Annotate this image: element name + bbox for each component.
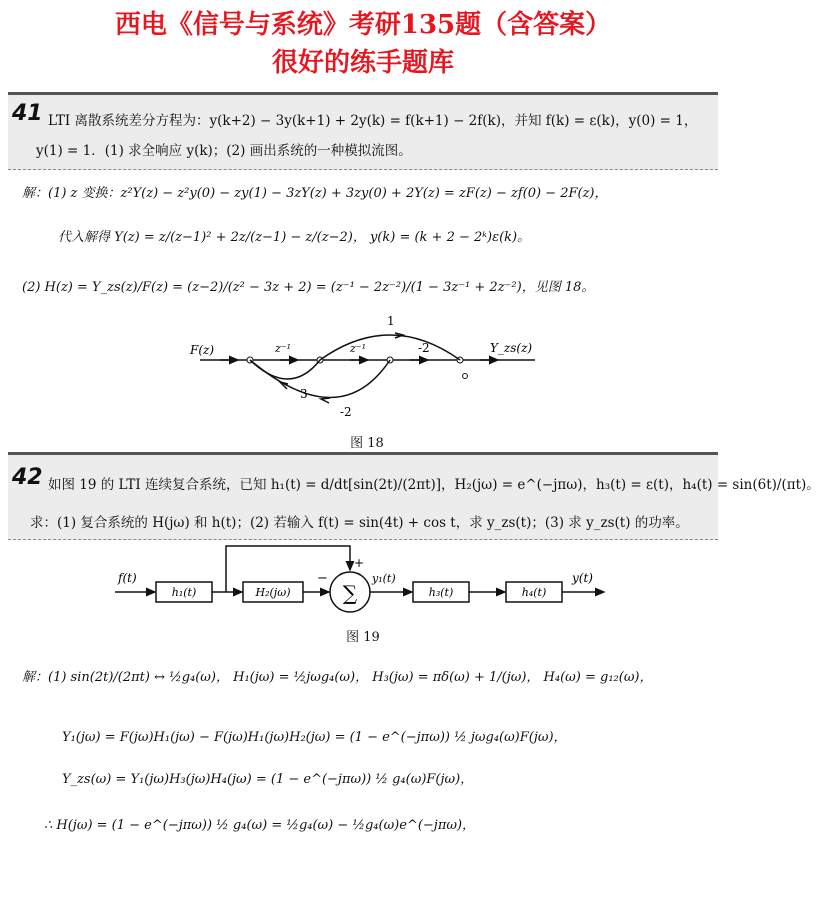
figure-caption: 图 18	[350, 436, 384, 451]
block-label: h₃(t)	[428, 586, 454, 599]
solution-line: 解：(1) sin(2t)/(2πt) ↔ ½g₄(ω)， H₁(jω) = ½jωg₄(ω)， H₃(jω) = πδ(ω) + 1/(jω)， H₄(ω) = g₁₂(ω)，	[22, 670, 653, 685]
block-label: H₂(jω)	[255, 586, 291, 599]
figure-caption: 图 19	[346, 630, 380, 645]
branch-label: z⁻¹	[275, 342, 292, 355]
page-subtitle: 很好的练手题库	[271, 48, 454, 78]
feedforward-arc	[320, 335, 460, 360]
sign-minus: −	[317, 571, 328, 586]
feedback-arc-3	[250, 360, 320, 379]
solution-line: ∴ H(jω) = (1 − e^(−jπω)) ½ g₄(ω) = ½g₄(ω) − ½g₄(ω)e^(−jπω)，	[44, 818, 476, 833]
problem-statement: LTI 离散系统差分方程为：y(k+2) − 3y(k+1) + 2y(k) = f(k+1) − 2f(k)，并知 f(k) = ε(k)，y(0) = 1，	[48, 113, 698, 129]
sum-symbol: ∑	[342, 581, 358, 605]
gain-label: 3	[300, 387, 308, 401]
problem-number: 41	[12, 101, 43, 126]
sign-plus: +	[354, 556, 365, 570]
input-label: F(z)	[190, 343, 215, 357]
problem-statement: 如图 19 的 LTI 连续复合系统，已知 h₁(t) = d/dt[sin(2t)/(2πt)]，H₂(jω) = e^(−jπω)，h₃(t) = ε(t)，h₄(t) = sin(6t)/(πt)。	[48, 477, 820, 493]
output-label: y(t)	[572, 571, 593, 585]
gain-label: 1	[387, 314, 395, 328]
gain-label: -2	[418, 341, 430, 355]
block-label: h₁(t)	[171, 586, 197, 599]
problem-number: 42	[12, 465, 43, 490]
signal-label: y₁(t)	[372, 572, 396, 585]
page-title: 西电《信号与系统》考研135题（含答案）	[114, 10, 612, 40]
gain-label: -2	[340, 405, 352, 419]
feedback-arc-minus2	[250, 360, 390, 398]
solution-line: Y_zs(ω) = Y₁(jω)H₃(jω)H₄(jω) = (1 − e^(−jπω)) ½ g₄(ω)F(jω)，	[62, 772, 474, 787]
solution-line: 代入解得 Y(z) = z/(z−1)² + 2z/(z−1) − z/(z−2)， y(k) = (k + 2 − 2ᵏ)ε(k)。	[58, 230, 531, 245]
solution-line: (2) H(z) = Y_zs(z)/F(z) = (z−2)/(z² − 3z + 2) = (z⁻¹ − 2z⁻²)/(1 − 3z⁻¹ + 2z⁻²)，见图 18。	[22, 280, 595, 295]
solution-line: 解：(1) z 变换：z²Y(z) − z²y(0) − zy(1) − 3zY(z) + 3zy(0) + 2Y(z) = zF(z) − zf(0) − 2F(z)，	[22, 186, 608, 201]
input-label: f(t)	[118, 571, 137, 585]
solution-line: Y₁(jω) = F(jω)H₁(jω) − F(jω)H₁(jω)H₂(jω) = (1 − e^(−jπω)) ½ jωg₄(ω)F(jω)，	[62, 730, 567, 745]
signal-flow-graph	[190, 310, 550, 420]
block-diagram	[110, 540, 610, 618]
output-label: Y_zs(z)	[490, 341, 533, 355]
problem-statement: y(1) = 1．(1) 求全响应 y(k)；(2) 画出系统的一种模拟流图。	[36, 143, 412, 159]
block-label: h₄(t)	[521, 586, 547, 599]
branch-label: z⁻¹	[350, 342, 367, 355]
problem-41-box	[8, 92, 718, 170]
problem-42-box	[8, 452, 820, 540]
problem-statement: 求：(1) 复合系统的 H(jω) 和 h(t)；(2) 若输入 f(t) = sin(4t) + cos t，求 y_zs(t)；(3) 求 y_zs(t) 的功率。	[30, 515, 689, 531]
